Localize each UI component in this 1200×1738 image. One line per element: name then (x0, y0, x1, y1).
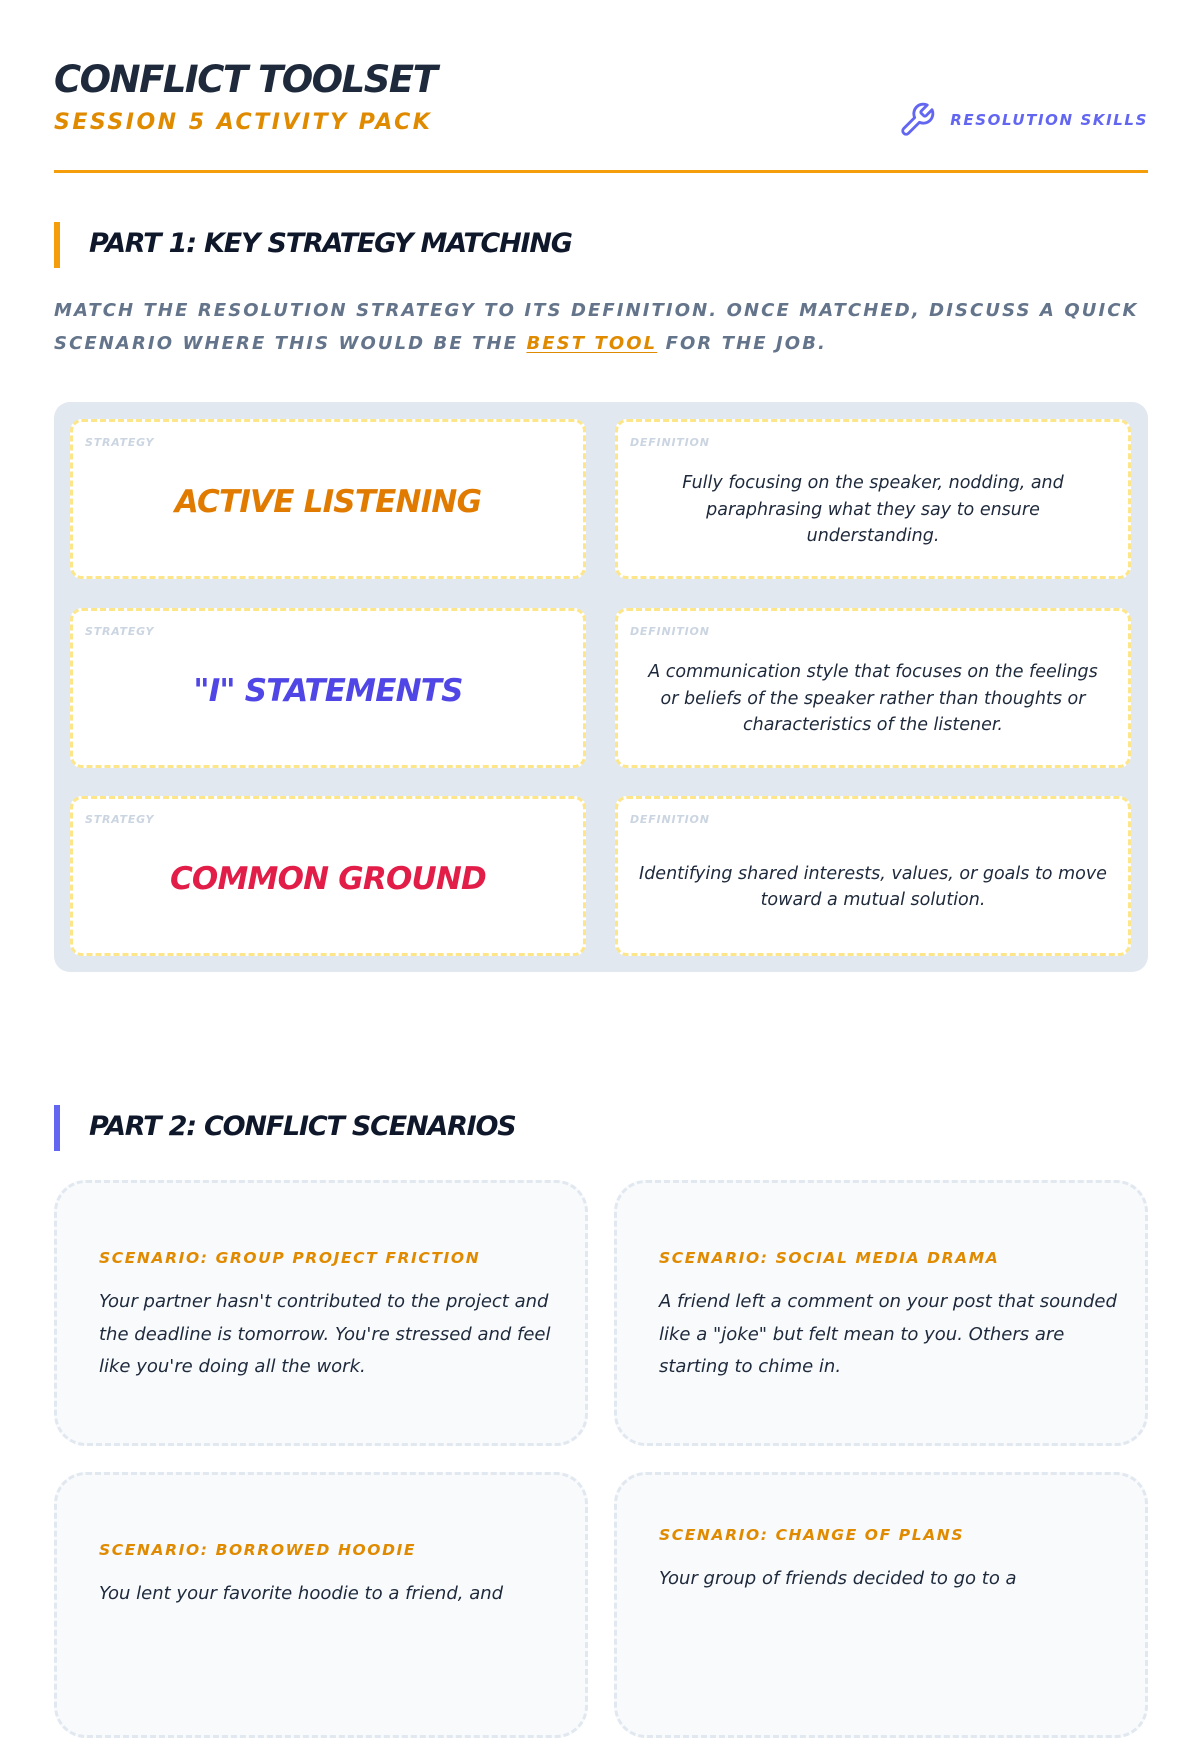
scenario-title: SCENARIO: BORROWED HOODIE (99, 1541, 417, 1559)
definition-text: Identifying shared interests, values, or goals to move toward a mutual solution. (639, 863, 1107, 910)
instructions-text-end: FOR THE JOB. (657, 333, 827, 354)
part1-instructions (54, 294, 1148, 360)
strategy-tag: STRATEGY (85, 625, 155, 638)
worksheet-page (54, 0, 1148, 1604)
strategy-name: "I" STATEMENTS (193, 673, 463, 709)
scenario-card (54, 1180, 588, 1446)
strategy-card[interactable] (70, 419, 586, 579)
part2-accent-bar (54, 1105, 60, 1151)
badge-label: RESOLUTION SKILLS (950, 111, 1148, 129)
definition-text: Fully focusing on the speaker, nodding, and paraphrasing what they say to ensure understanding. (682, 473, 1064, 547)
scenario-text: You lent your favorite hoodie to a friend, and (99, 1583, 504, 1604)
definition-tag: DEFINITION (630, 625, 710, 638)
page-subtitle: SESSION 5 ACTIVITY PACK (54, 110, 433, 135)
instructions-highlight: BEST TOOL (526, 333, 658, 354)
definition-tag: DEFINITION (630, 813, 710, 826)
scenario-title: SCENARIO: CHANGE OF PLANS (659, 1526, 965, 1544)
wrench-icon (898, 101, 936, 139)
definition-card[interactable] (615, 796, 1131, 956)
scenario-card (614, 1180, 1148, 1446)
strategy-card[interactable] (70, 796, 586, 956)
scenario-text: A friend left a comment on your post that sounded like a "joke" but felt mean to you. Others are starting to chime in. (659, 1291, 1117, 1377)
part1-accent-bar (54, 222, 60, 268)
strategy-tag: STRATEGY (85, 436, 155, 449)
scenario-text: Your group of friends decided to go to a (659, 1568, 1017, 1589)
part1-heading (54, 222, 1148, 270)
scenario-title: SCENARIO: SOCIAL MEDIA DRAMA (659, 1249, 1000, 1267)
definition-text: A communication style that focuses on the feelings or beliefs of the speaker rather than thoughts or characteristics of the listener. (648, 662, 1098, 736)
part2-title: PART 2: CONFLICT SCENARIOS (89, 1111, 516, 1142)
strategy-name: COMMON GROUND (169, 861, 486, 897)
page-title: CONFLICT TOOLSET (54, 58, 437, 101)
scenario-title: SCENARIO: GROUP PROJECT FRICTION (99, 1249, 481, 1267)
scenario-text: Your partner hasn't contributed to the project and the deadline is tomorrow. You're stressed and feel like you're doing all the work. (99, 1291, 551, 1377)
scenario-card (54, 1472, 588, 1738)
definition-card[interactable] (615, 608, 1131, 768)
strategy-name: ACTIVE LISTENING (174, 484, 482, 520)
worksheet-header (54, 50, 1148, 173)
strategy-card[interactable] (70, 608, 586, 768)
definition-tag: DEFINITION (630, 436, 710, 449)
part1-title: PART 1: KEY STRATEGY MATCHING (89, 228, 572, 259)
scenario-card (614, 1472, 1148, 1738)
strategy-tag: STRATEGY (85, 813, 155, 826)
part2-heading (54, 1105, 1148, 1153)
resolution-skills-badge (898, 100, 1148, 140)
strategy-matching-grid (54, 402, 1148, 972)
definition-card[interactable] (615, 419, 1131, 579)
instructions-text: MATCH THE RESOLUTION STRATEGY TO ITS DEFINITION. ONCE MATCHED, DISCUSS A QUICK SCENARIO WHERE THIS WOULD BE THE (54, 300, 1139, 354)
